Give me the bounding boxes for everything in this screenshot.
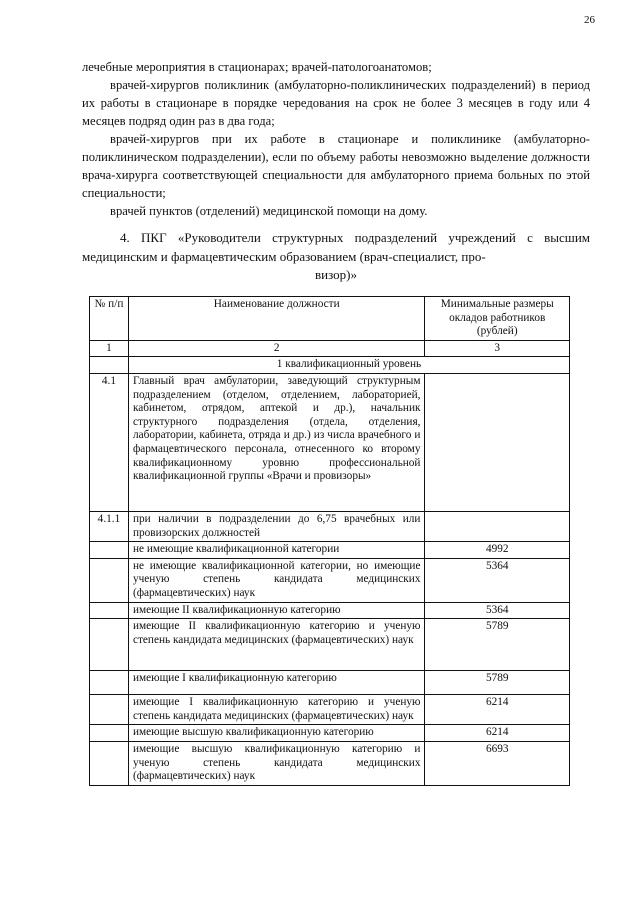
row-position: имеющие высшую квалификационную категорию и ученую степень кандидата медицинских (фармацевтических) наук [128, 741, 425, 785]
row-position: при наличии в подразделении до 6,75 врачебных или провизорских должностей [128, 511, 425, 541]
row-salary: 6214 [425, 725, 570, 742]
intro-line-1: лечебные мероприятия в стационарах; врачей-патологоанатомов; [82, 60, 432, 74]
row-position: Главный врач амбулатории, заведующий структурным подразделением (отделом, отделением, лабораторией, кабинетом, отрядом, аптекой и др.), начальник структурного подразделения (отдела, отделения, лаборатории, кабинета, отряда и др.) из числа врачебного и фармацевтического персонала, отнесенного ко второму квалификационному уровню профессиональной квалификационной группы «Врачи и провизоры» [128, 373, 425, 511]
row-salary: 6214 [425, 695, 570, 725]
row-salary: 5364 [425, 602, 570, 619]
intro-paragraph-surgeons-hospital: врачей-хирургов при их работе в стационаре и поликлинике (амбулаторно-поликлиническом подразделении), если по объему работы невозможно выделение должности врача-хирурга соответствующей специальности для амбулаторного приема больных по этой специальности; [82, 132, 590, 200]
table-row [90, 741, 570, 785]
table-row [90, 542, 570, 559]
table-row [90, 725, 570, 742]
page-number: 26 [584, 14, 595, 26]
row-position: имеющие II квалификационную категорию и ученую степень кандидата медицинских (фармацевтических) наук [128, 619, 425, 671]
row-num: 4.1 [90, 373, 129, 511]
row-position: не имеющие квалификационной категории [128, 542, 425, 559]
row-position: имеющие I квалификационную категорию [128, 671, 425, 695]
row-salary: 5789 [425, 619, 570, 671]
row-salary: 4992 [425, 542, 570, 559]
header-num: № п/п [90, 297, 129, 341]
table-row [90, 619, 570, 671]
row-position: имеющие высшую квалификационную категорию [128, 725, 425, 742]
salary-table [89, 296, 570, 786]
column-number: 2 [128, 340, 425, 357]
row-salary: 5789 [425, 671, 570, 695]
header-position: Наименование должности [128, 297, 425, 341]
pkg-heading-last: визор)» [315, 267, 357, 282]
row-num: 4.1.1 [90, 511, 129, 541]
table-header-row [90, 297, 570, 341]
row-num [90, 695, 129, 725]
column-number: 1 [90, 340, 129, 357]
table-row [90, 511, 570, 541]
level-title: 1 квалификационный уровень [128, 357, 569, 374]
row-num [90, 602, 129, 619]
table-row [90, 602, 570, 619]
row-num [90, 542, 129, 559]
row-num [90, 558, 129, 602]
row-salary [425, 511, 570, 541]
row-num [90, 741, 129, 785]
row-salary: 6693 [425, 741, 570, 785]
row-position: имеющие II квалификационную категорию [128, 602, 425, 619]
row-salary [425, 373, 570, 511]
column-number: 3 [425, 340, 570, 357]
row-num [90, 619, 129, 671]
row-position: имеющие I квалификационную категорию и ученую степень кандидата медицинских (фармацевтических) наук [128, 695, 425, 725]
table-row [90, 695, 570, 725]
pkg-heading-main: 4. ПКГ «Руководители структурных подразделений учреждений с высшим медицинским и фармацевтическим образованием (врач-специалист, про- [82, 230, 590, 264]
row-num [90, 671, 129, 695]
table-row [90, 558, 570, 602]
pkg-heading [82, 229, 590, 285]
intro-paragraph-surgeons-polyclinic: врачей-хирургов поликлиник (амбулаторно-поликлинических подразделений) в период их работы в стационаре в порядке чередования на срок не более 3 месяцев в году или 4 месяцев подряд один раз в два года; [82, 78, 590, 128]
intro-paragraph-home-care: врачей пунктов (отделений) медицинской помощи на дому. [110, 204, 428, 218]
row-num [90, 725, 129, 742]
row-salary: 5364 [425, 558, 570, 602]
header-salary: Минимальные размеры окладов работников (рублей) [425, 297, 570, 341]
row-position: не имеющие квалификационной категории, но имеющие ученую степень кандидата медицинских (фармацевтических) наук [128, 558, 425, 602]
column-numbers-row [90, 340, 570, 357]
level-row [90, 357, 570, 374]
table-row [90, 373, 570, 511]
table-row [90, 671, 570, 695]
